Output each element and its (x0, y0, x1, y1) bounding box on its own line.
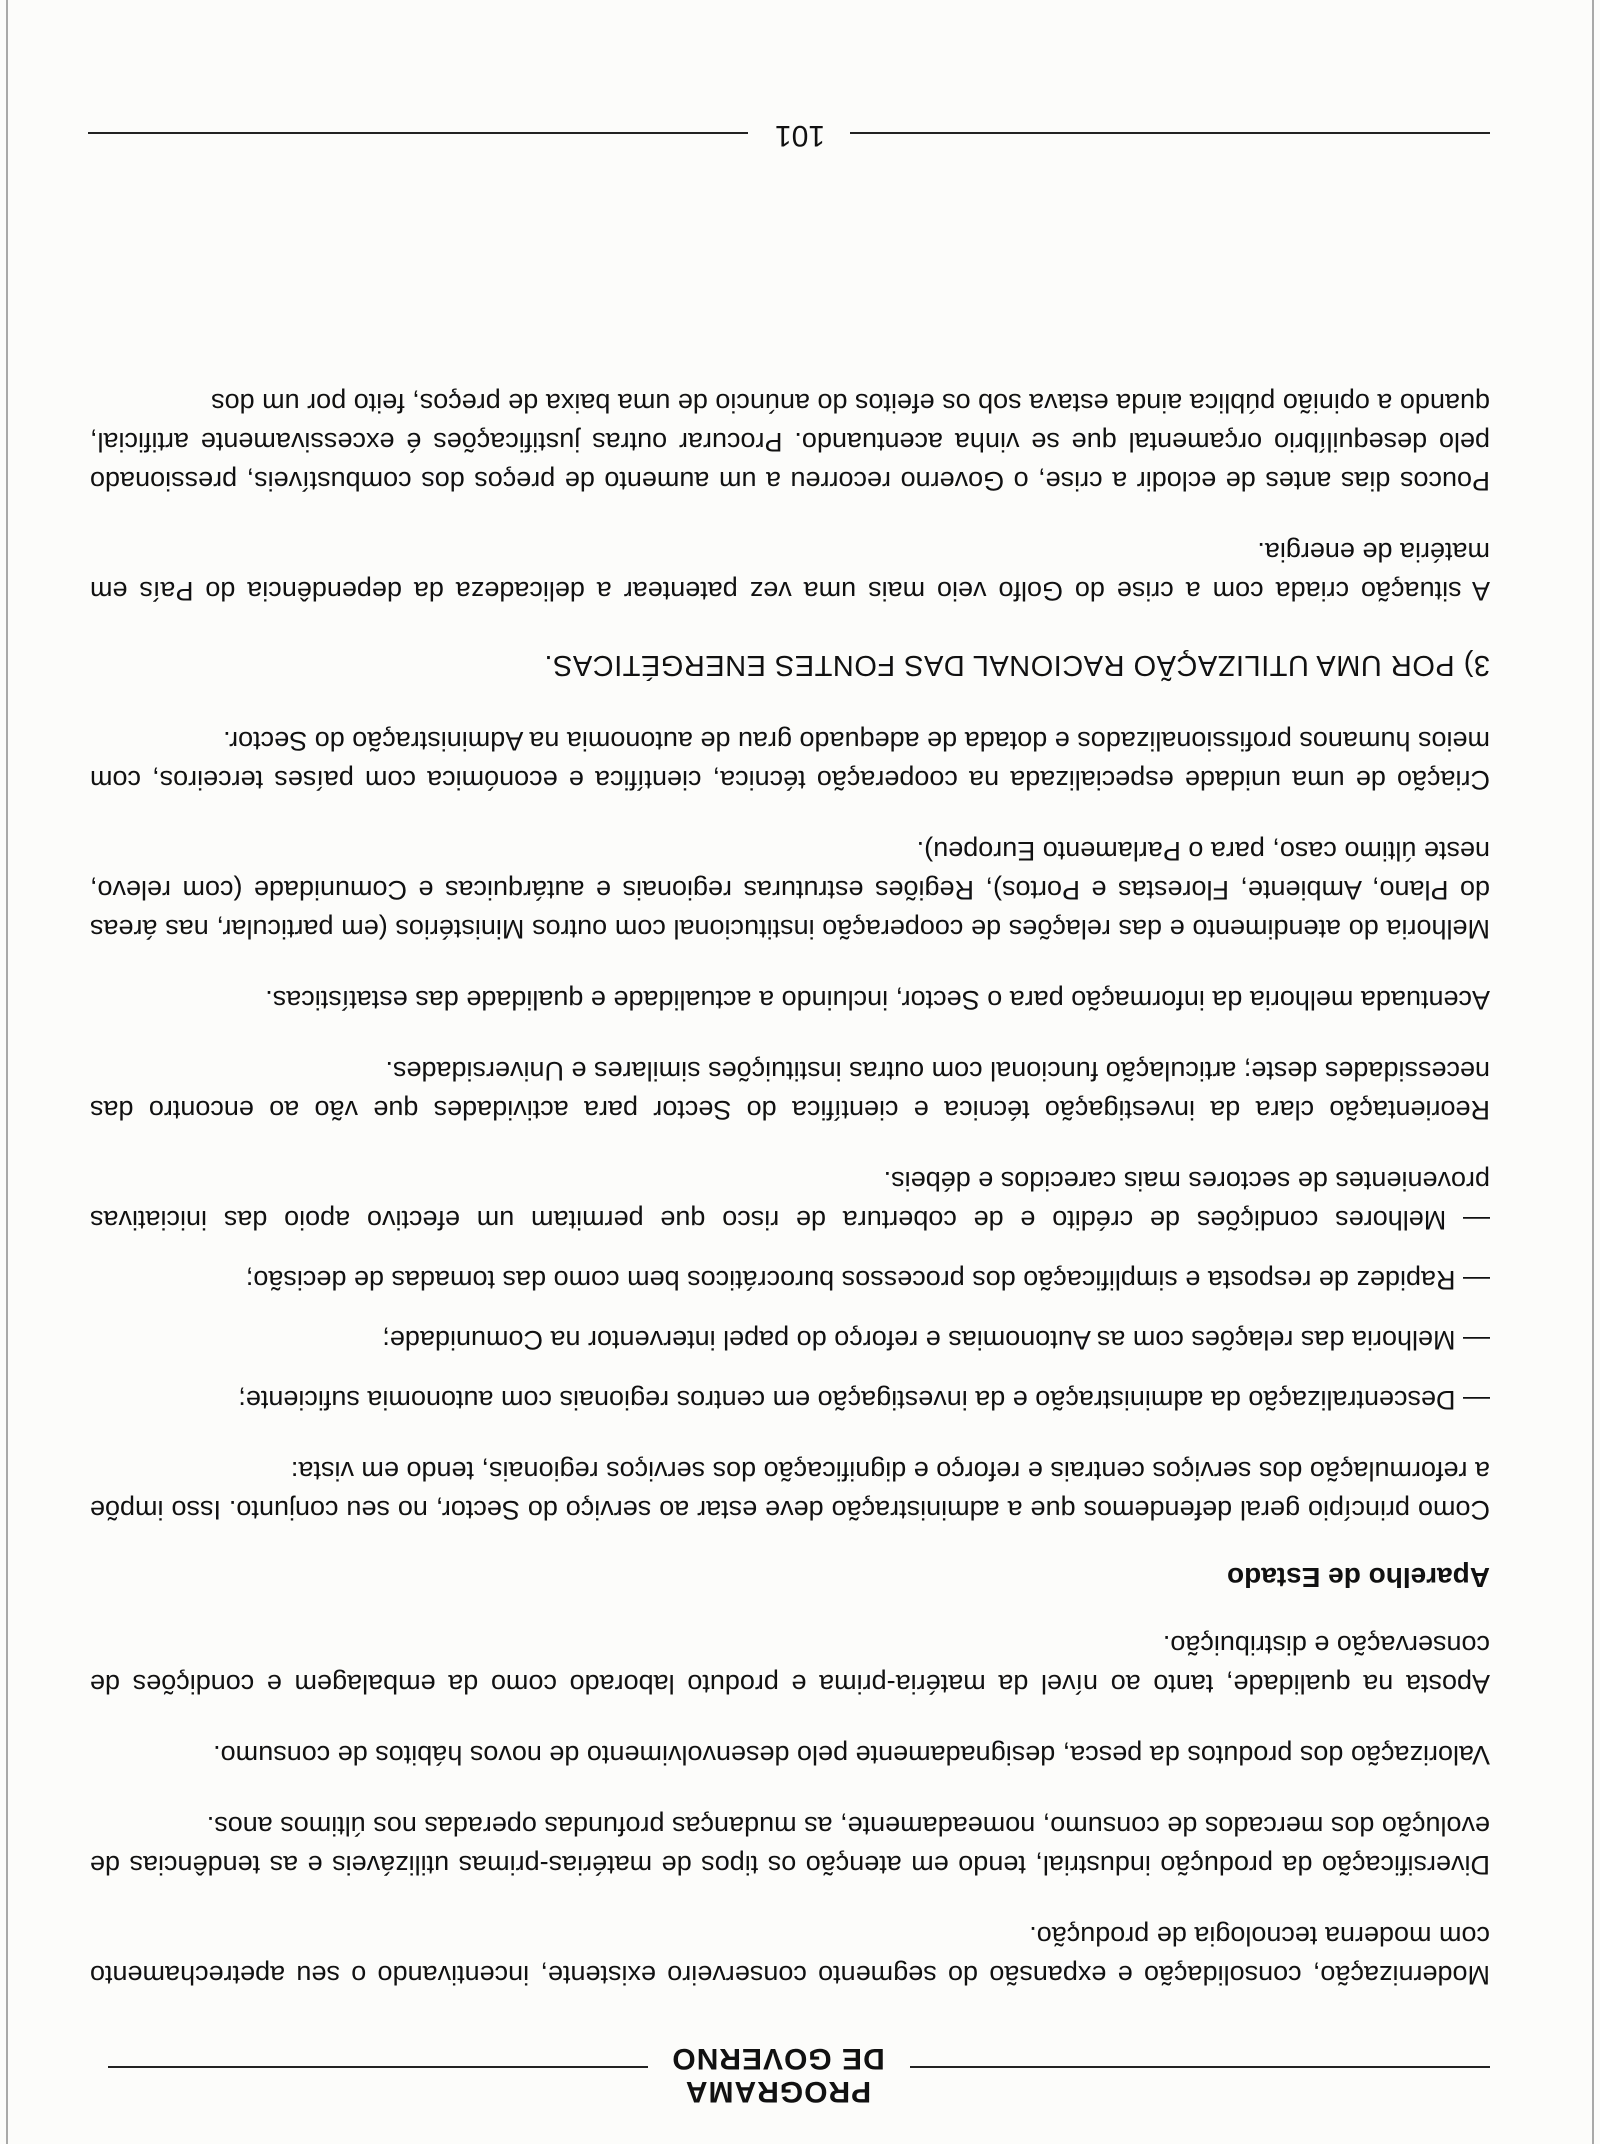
paragraph: A situação criada com a crise do Golfo veio mais uma vez patentear a delicadeza da dependência do País em matéria de energia. (90, 537, 1490, 606)
dash-list-item: — Rapidez de resposta e simplificação dos processos burocráticos bem como das tomadas de decisão; (245, 1265, 1490, 1295)
paragraph: Valorização dos produtos da pesca, designadamente pelo desenvolvimento de novos hábitos de consumo. (213, 1740, 1490, 1770)
header-rule-left (910, 2066, 1490, 2068)
paragraph: Aposta na qualidade, tanto ao nível da matéria-prima e produto laborado como da embalagem e condições de conservação e distribuição. (90, 1630, 1490, 1699)
dash-list-item: — Melhores condições de crédito e de cobertura de risco que permitam um efectivo apoio das iniciativas provenientes de sectores mais carecidos e débeis. (90, 1166, 1490, 1235)
paragraph: Melhoria do atendimento e das relações de cooperação institucional com outros Ministérios (em particular, nas áreas do Plano, Ambiente, Florestas e Portos), Regiões estruturas regionais e autárquicas e Comunidade (com relevo, neste último caso, para o Parlamento Europeu). (90, 836, 1490, 944)
footer-rule-right (88, 132, 748, 134)
paragraph: Poucos dias antes de eclodir a crise, o Governo recorreu a um aumento de preços dos combustíveis, pressionado pelo desequilíbrio orçamental que se vinha acentuando. Procurar outras justificações é excessivamente artificial, quando a opinião pública ainda estava sob os efeitos do anúncio de uma baixa de preços, feito por um dos (90, 388, 1490, 496)
scan-edge-left (1592, 0, 1594, 2144)
dash-list-item: — Descentralização da administração e da investigação em centros regionais com autonomia suficiente; (238, 1385, 1490, 1415)
paragraph: Criação de uma unidade especializada na cooperação técnica, científica e económica com países terceiros, com meios humanos profissionalizados e dotada de adequado grau de autonomia na Administração do Sector. (90, 726, 1490, 795)
title-line-2: DE GOVERNO (671, 2042, 885, 2075)
paragraph: Acentuada melhoria da informação para o Sector, incluindo a actualidade e qualidade das estatísticas. (265, 985, 1490, 1015)
subsection-heading: 3) POR UMA UTILIZAÇÃO RACIONAL DAS FONTES ENERGÉTICAS. (543, 649, 1490, 681)
footer-rule-left (850, 132, 1490, 134)
section-heading: Aparelho de Estado (1227, 1562, 1490, 1593)
header-rule-right (108, 2066, 648, 2068)
title-line-1: PROGRAMA (684, 2075, 872, 2108)
page-footer (0, 112, 1600, 152)
scan-edge-right (6, 0, 8, 2144)
paragraph: Reorientação clara da investigação técnica e científica do Sector para actividades que vão ao encontro das necessidades deste; articulação funcional com outras instituições similares e Universidades. (90, 1056, 1490, 1125)
paragraph: Diversificação da produção industrial, tendo em atenção os tipos de matérias-primas utilizáveis e as tendências de evolução dos mercados de consumo, nomeadamente, as mudanças profundas operadas nos últimos anos. (90, 1811, 1490, 1880)
publication-title (668, 2042, 888, 2108)
paragraph: Modernização, consolidação e expansão do segmento conserveiro existente, incentivando o seu apetrechamento com moderna tecnologia de produção. (90, 1921, 1490, 1990)
page-body (90, 351, 1490, 1994)
page-number: 101 (774, 119, 826, 152)
page-header (0, 2018, 1600, 2108)
intro-paragraph: Como princípio geral defendemos que a administração deve estar ao serviço do Sector, no seu conjunto. Isso impõe a reformulação dos serviços centrais e reforço e dignificação dos serviços regionais, tendo em vista: (90, 1456, 1490, 1525)
dash-list-item: — Melhoria das relações com as Autonomias e reforço do papel interventor na Comunidade; (382, 1325, 1490, 1355)
